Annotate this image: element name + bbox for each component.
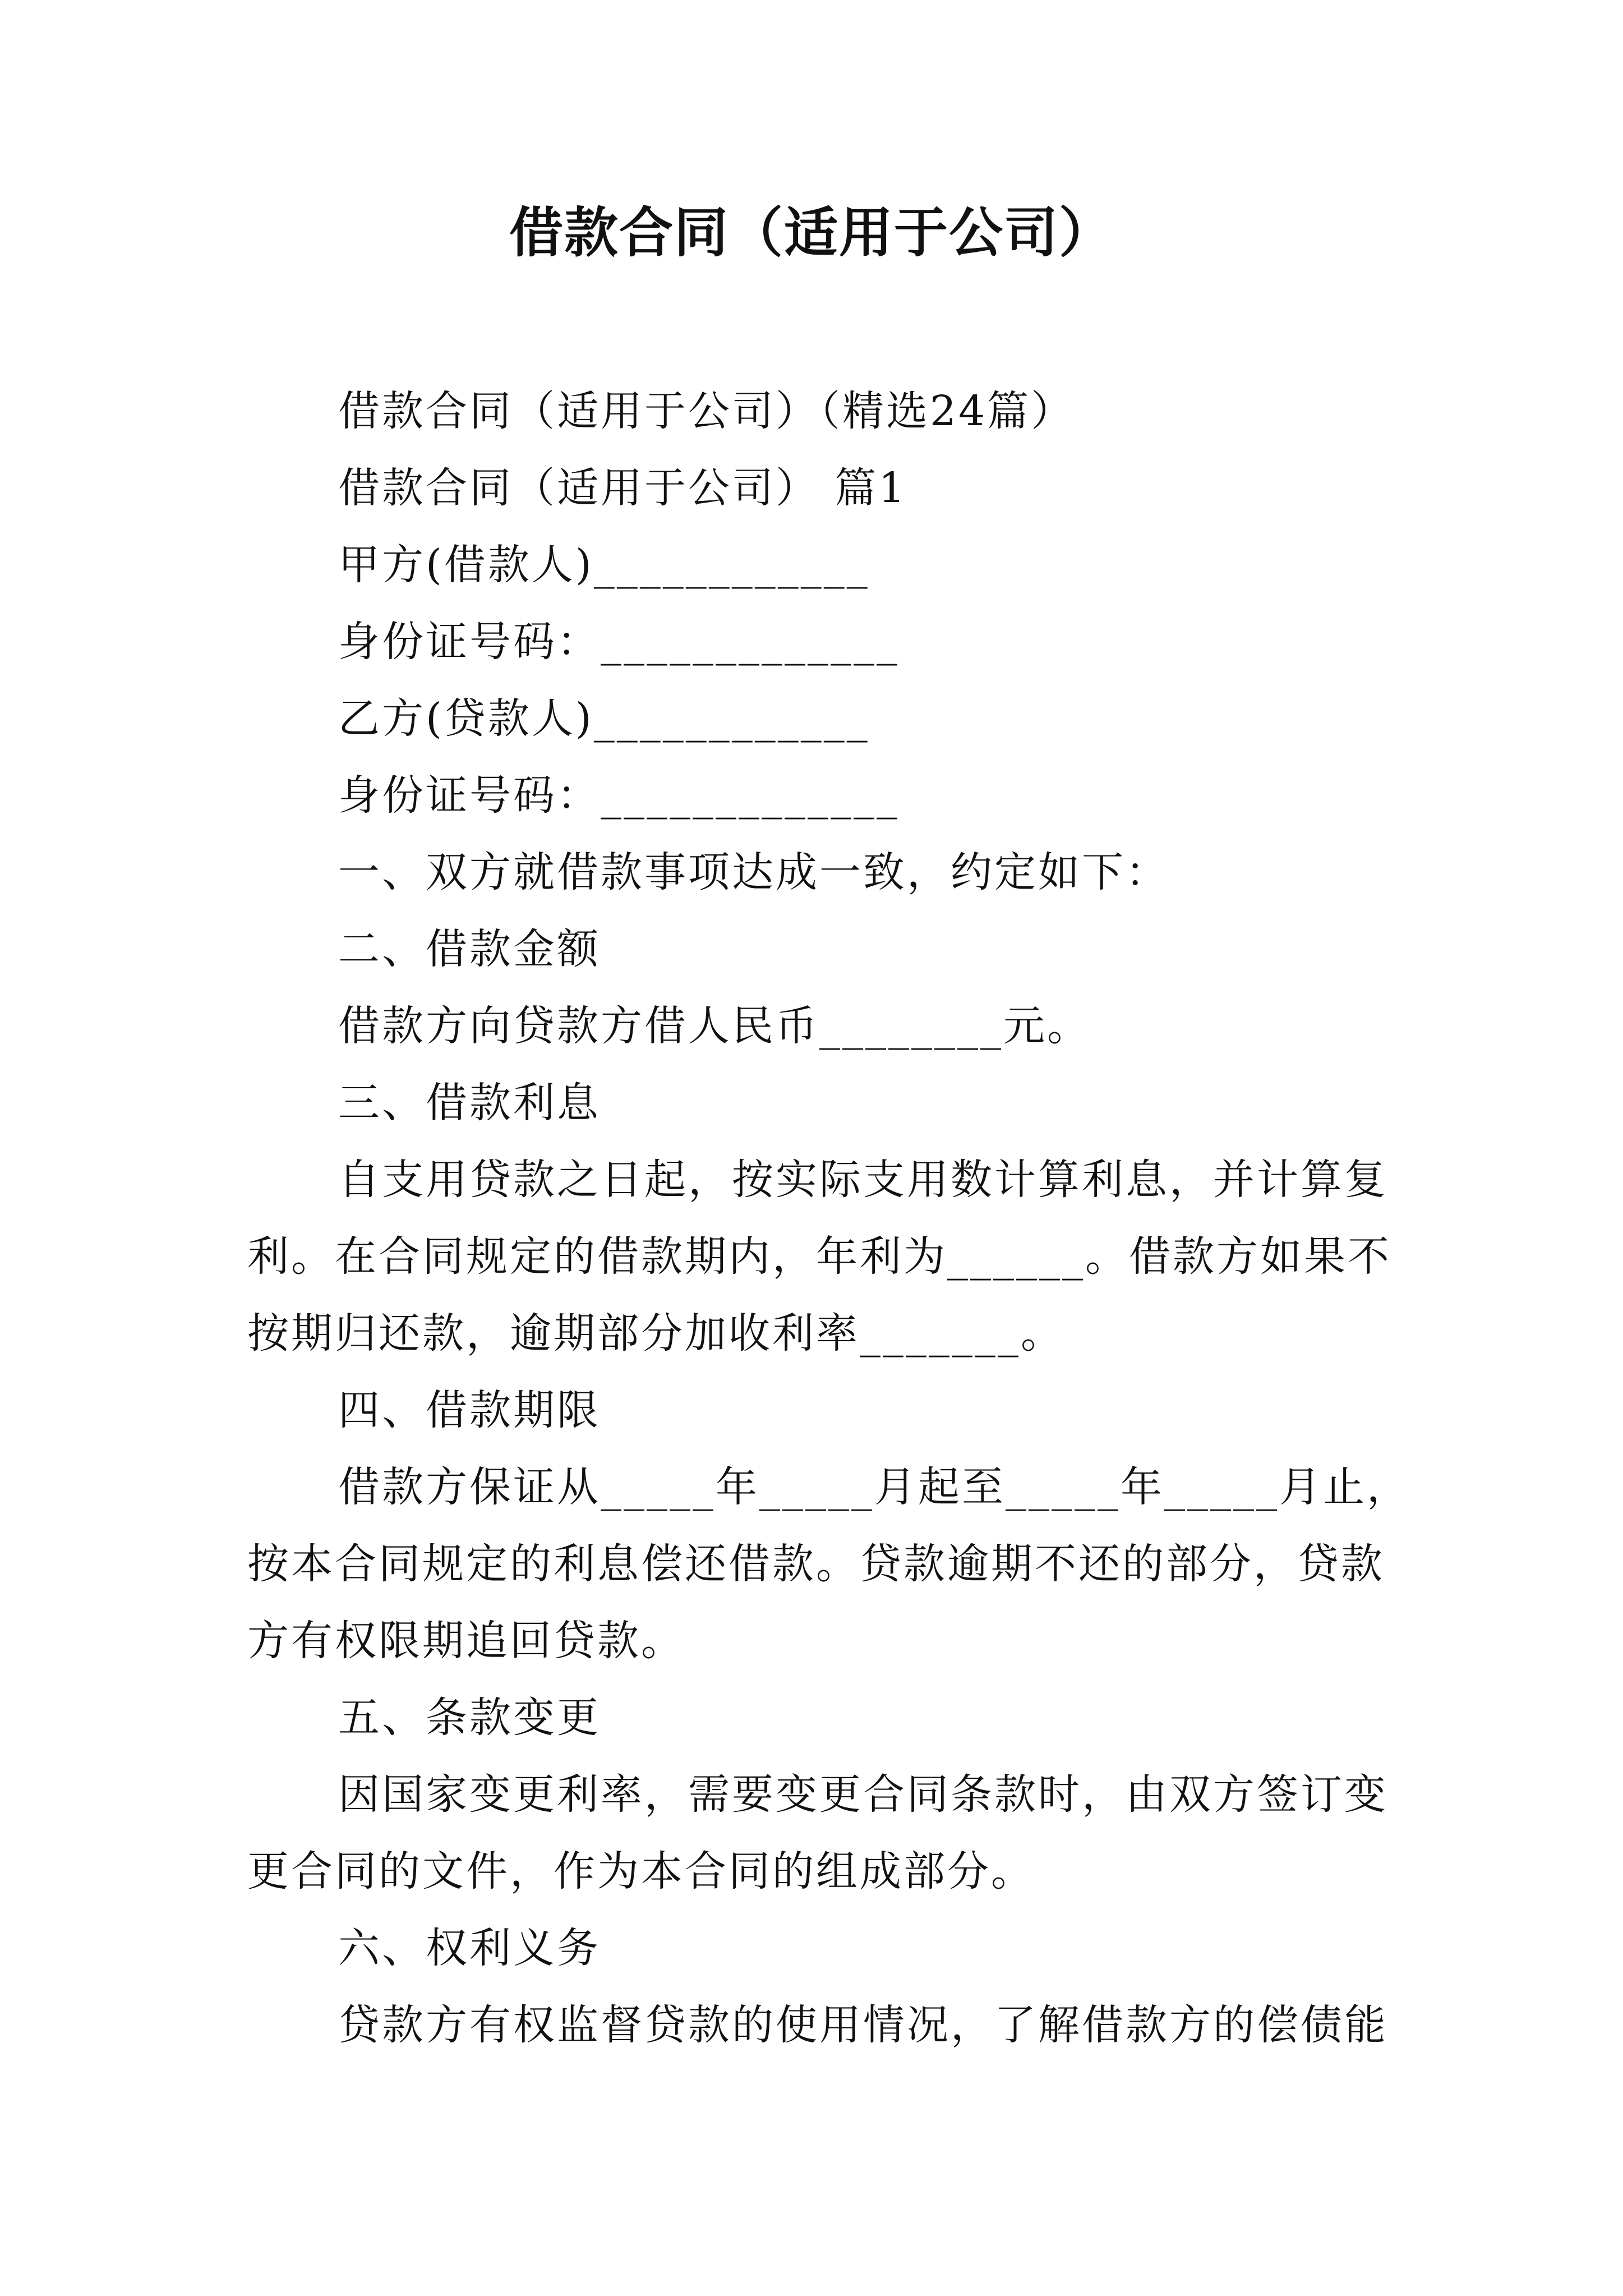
text-line: 身份证号码：_____________ — [338, 618, 900, 666]
text-line: 按本合同规定的利息偿还借款。贷款逾期不还的部分，贷款 — [247, 1540, 1385, 1588]
text-line: 借款合同（适用于公司） 篇1 — [338, 464, 907, 512]
section-heading: 三、借款利息 — [338, 1079, 601, 1127]
section-heading: 五、条款变更 — [338, 1694, 601, 1742]
text-line: 利。在合同规定的借款期内，年利为______。借款方如果不 — [247, 1232, 1391, 1281]
text-line: 按期归还款，逾期部分加收利率_______。 — [247, 1309, 1064, 1358]
section-heading: 六、权利义务 — [338, 1924, 601, 1972]
text-line: 借款合同（适用于公司）（精选24篇） — [338, 387, 1075, 435]
text-line: 一、双方就借款事项达成一致，约定如下： — [338, 848, 1169, 896]
section-heading: 二、借款金额 — [338, 925, 601, 973]
section-heading: 四、借款期限 — [338, 1386, 601, 1434]
text-line: 借款方保证从_____年_____月起至_____年_____月止， — [338, 1463, 1410, 1511]
text-line: 身份证号码：_____________ — [338, 771, 900, 820]
document-body — [247, 373, 1410, 2064]
text-line: 更合同的文件，作为本合同的组成部分。 — [247, 1847, 1035, 1895]
text-line: 方有权限期追回贷款。 — [247, 1617, 685, 1665]
text-line: 甲方(借款人)____________ — [338, 541, 870, 589]
text-line: 贷款方有权监督贷款的使用情况，了解借款方的偿债能 — [338, 2001, 1388, 2049]
text-line: 借款方向贷款方借人民币________元。 — [338, 1002, 1091, 1050]
text-line: 乙方(贷款人)____________ — [338, 694, 870, 743]
text-line: 因国家变更利率，需要变更合同条款时，由双方签订变 — [338, 1770, 1388, 1819]
document-title: 借款合同（适用于公司） — [509, 201, 1114, 264]
text-line: 自支用贷款之日起，按实际支用数计算利息，并计算复 — [338, 1156, 1388, 1204]
